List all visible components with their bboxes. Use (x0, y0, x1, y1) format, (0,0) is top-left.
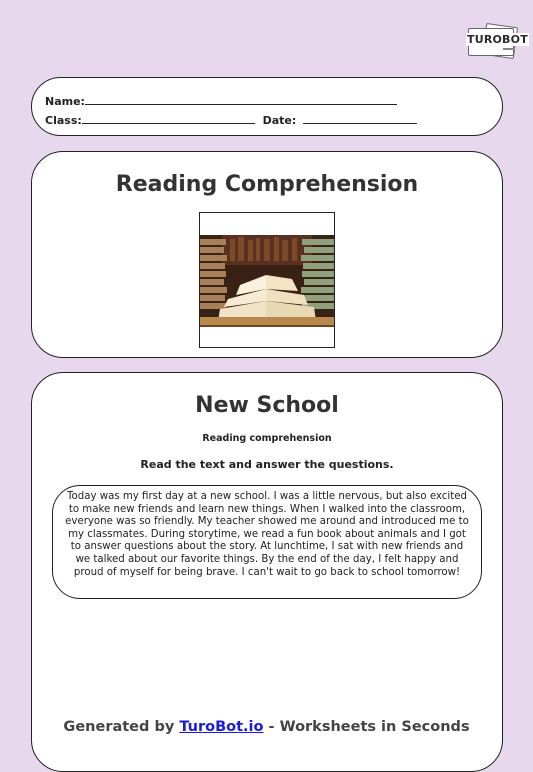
story-text: Today was my first day at a new school. I was a little nervous, but also excited to make new friends and learn new things. When I walked into the classroom, everyone was so friendly. My teacher showed me around and introduced me to my classmates. During storytime, we read a fun book about animals and I got to answer questions about the story. At lunchtime, I sat with new friends and we talked about our favorite things. By the end of the day, I felt happy and proud of myself for being brave. I can't wait to go back to school tomorrow! (52, 485, 482, 599)
logo-text: TUROBOT (467, 33, 528, 46)
name-label: Name: (45, 95, 85, 108)
name-row (45, 93, 397, 108)
passage-instruction: Read the text and answer the questions. (140, 458, 394, 471)
class-date-row (45, 112, 417, 127)
footer-suffix: - Worksheets in Seconds (268, 719, 470, 735)
books-image (199, 212, 335, 348)
footer (0, 719, 533, 735)
turobot-logo (464, 23, 528, 59)
class-field[interactable] (82, 112, 255, 124)
passage-title: New School (195, 393, 339, 418)
student-info-box (31, 77, 503, 136)
page-title: Reading Comprehension (115, 172, 419, 197)
passage-box (31, 372, 503, 772)
date-field[interactable] (303, 112, 417, 124)
turobot-link[interactable]: TuroBot.io (179, 719, 264, 735)
date-label: Date: (262, 114, 297, 127)
books-illustration (200, 213, 334, 347)
footer-prefix: Generated by (63, 719, 175, 735)
passage-subtitle: Reading comprehension (202, 433, 332, 444)
class-label: Class: (45, 114, 82, 127)
name-field[interactable] (85, 93, 397, 105)
title-box (31, 151, 503, 358)
